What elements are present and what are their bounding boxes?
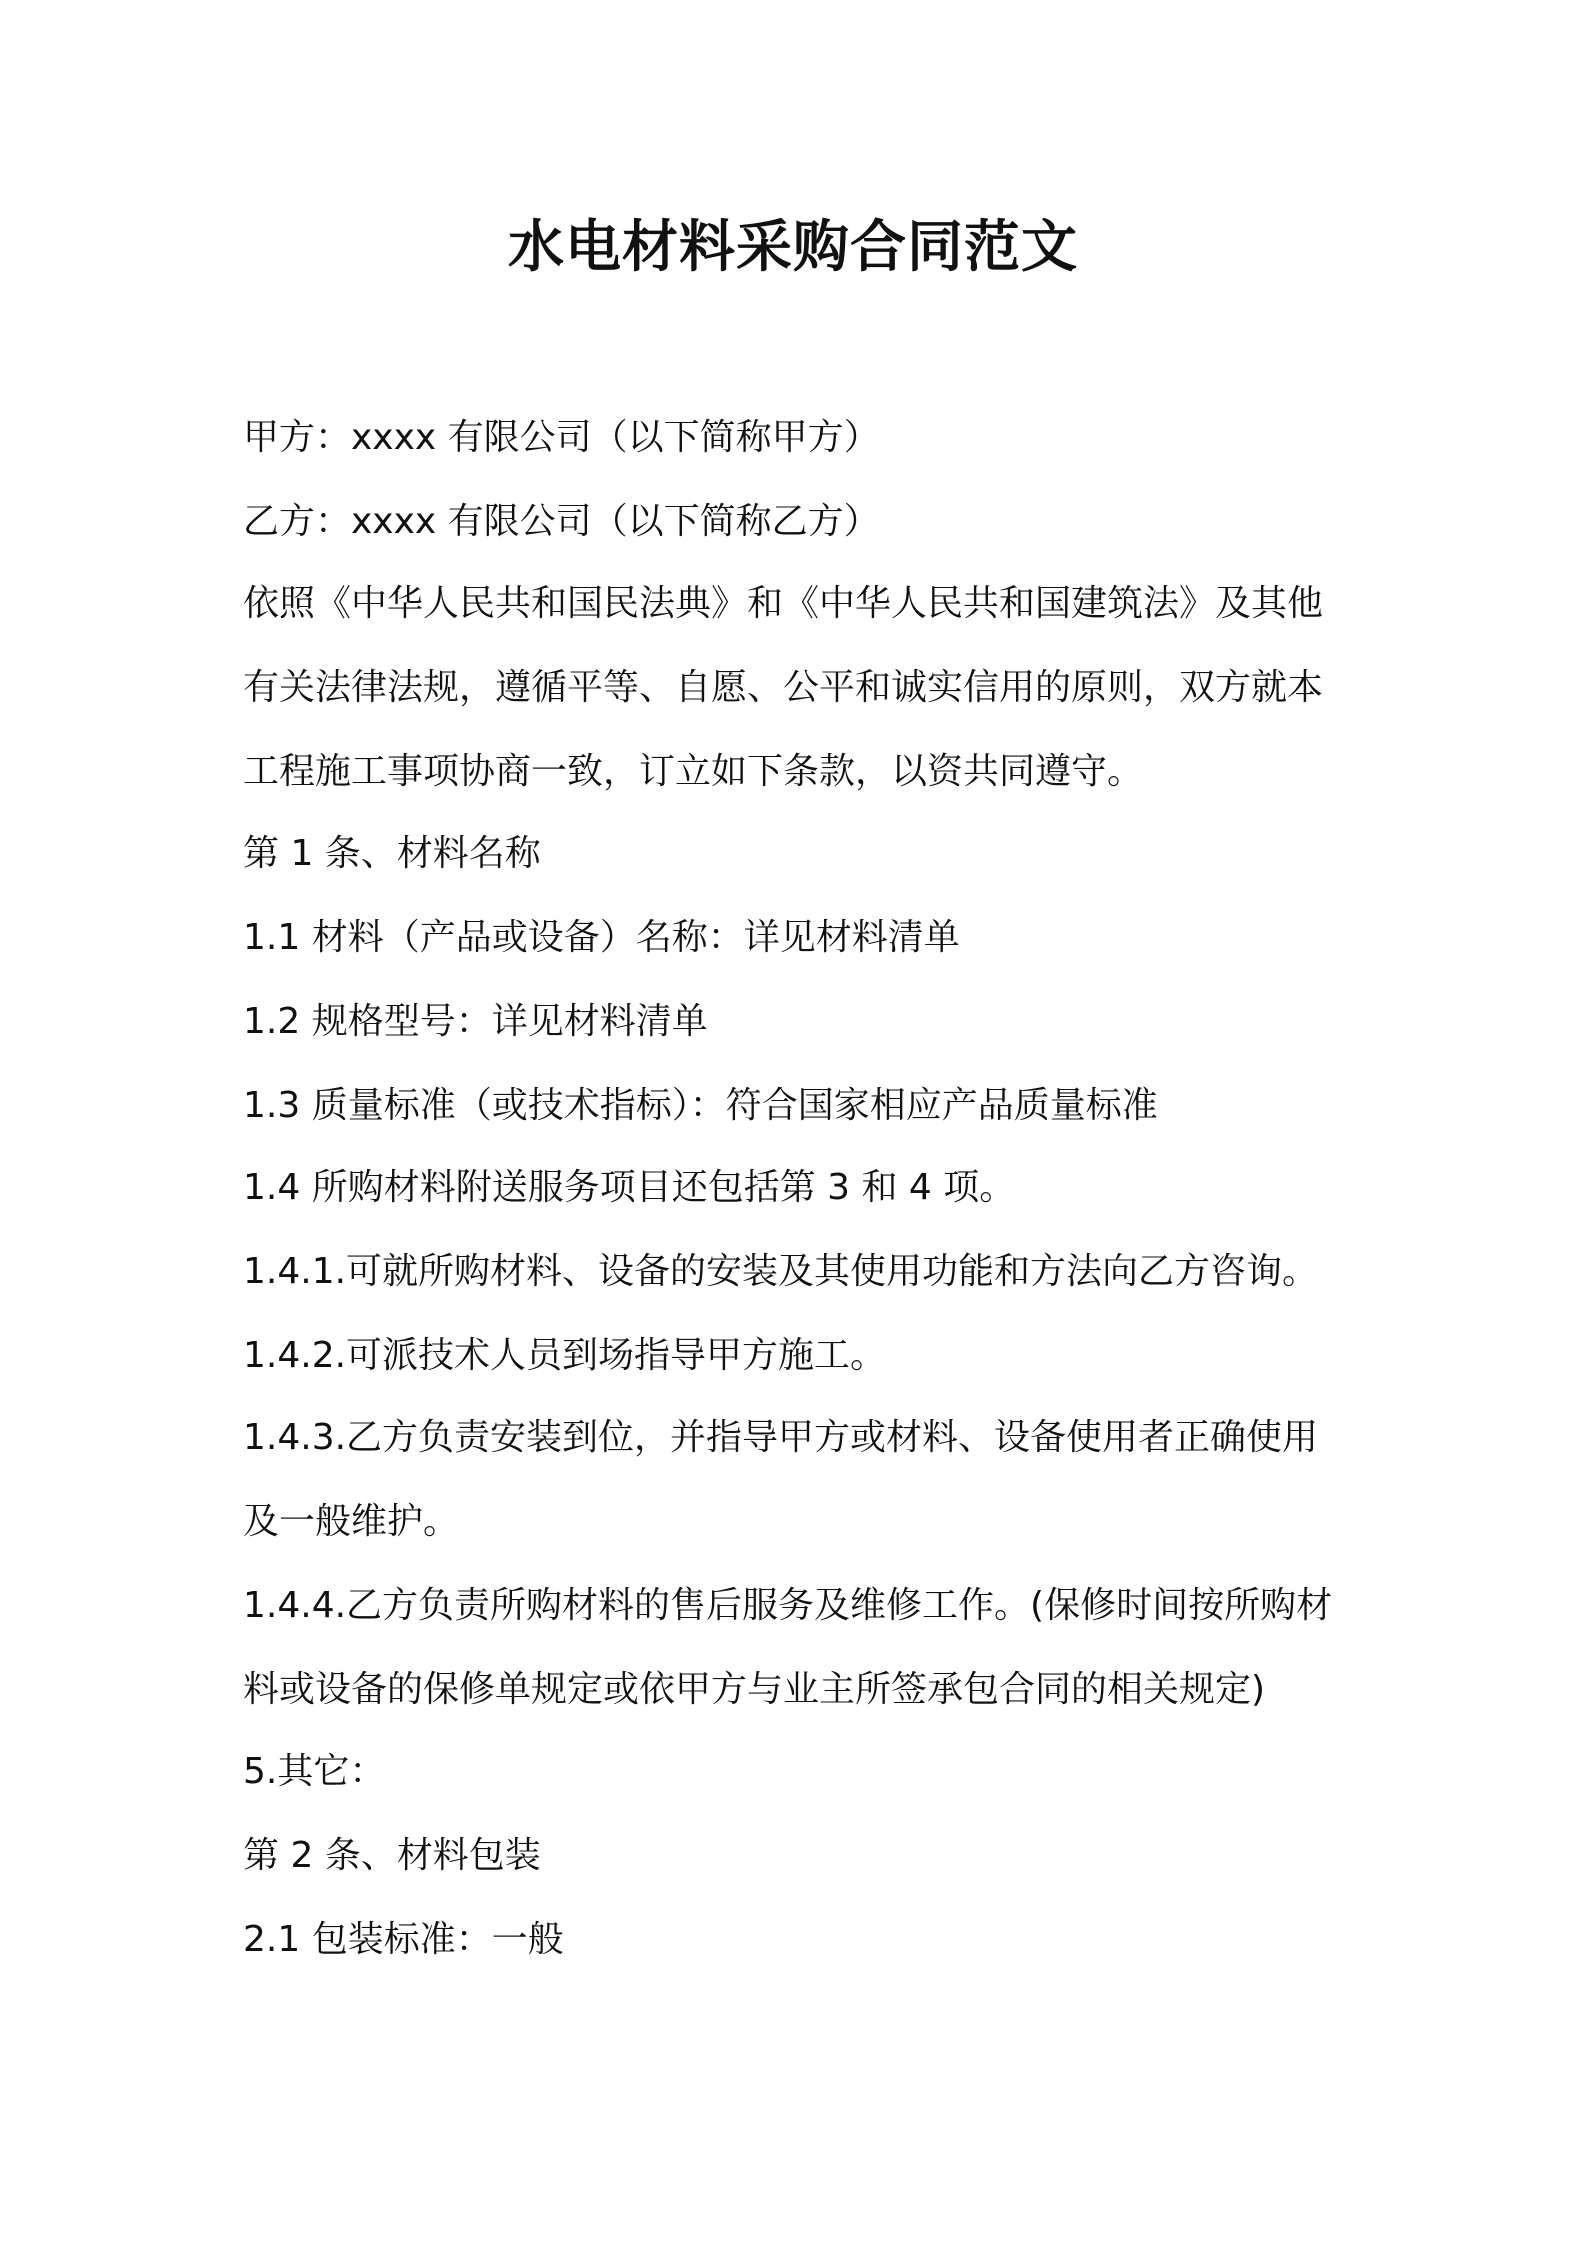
article-1-heading: 第 1 条、材料名称 — [243, 833, 541, 874]
clause-1-4-1: 1.4.1.可就所购材料、设备的安装及其使用功能和方法向乙方咨询。 — [243, 1251, 1319, 1292]
clause-1-3: 1.3 质量标准（或技术指标）：符合国家相应产品质量标准 — [243, 1085, 1158, 1126]
party-b-line: 乙方：xxxx 有限公司（以下简称乙方） — [243, 501, 880, 542]
article-2-heading: 第 2 条、材料包装 — [243, 1835, 541, 1876]
clause-1-4-2: 1.4.2.可派技术人员到场指导甲方施工。 — [243, 1335, 887, 1376]
clause-1-4: 1.4 所购材料附送服务项目还包括第 3 和 4 项。 — [243, 1167, 1016, 1208]
preamble-line-1: 依照《中华人民共和国民法典》和《中华人民共和国建筑法》及其他 — [243, 583, 1324, 624]
party-a-line: 甲方：xxxx 有限公司（以下简称甲方） — [243, 417, 880, 458]
clause-1-4-3-line-2: 及一般维护。 — [243, 1501, 460, 1542]
clause-1-4-4-line-2: 料或设备的保修单规定或依甲方与业主所签承包合同的相关规定) — [243, 1669, 1266, 1710]
clause-2-1: 2.1 包装标准：一般 — [243, 1919, 564, 1960]
clause-5-other: 5.其它： — [243, 1751, 386, 1792]
document-title: 水电材料采购合同范文 — [508, 215, 1078, 280]
clause-1-1: 1.1 材料（产品或设备）名称：详见材料清单 — [243, 917, 960, 958]
preamble-line-3: 工程施工事项协商一致，订立如下条款，以资共同遵守。 — [243, 751, 1144, 792]
clause-1-4-3-line-1: 1.4.3.乙方负责安装到位，并指导甲方或材料、设备使用者正确使用 — [243, 1417, 1319, 1458]
clause-1-4-4-line-1: 1.4.4.乙方负责所购材料的售后服务及维修工作。(保修时间按所购材 — [243, 1585, 1333, 1626]
preamble-line-2: 有关法律法规，遵循平等、自愿、公平和诚实信用的原则，双方就本 — [243, 667, 1324, 708]
clause-1-2: 1.2 规格型号：详见材料清单 — [243, 1001, 708, 1042]
